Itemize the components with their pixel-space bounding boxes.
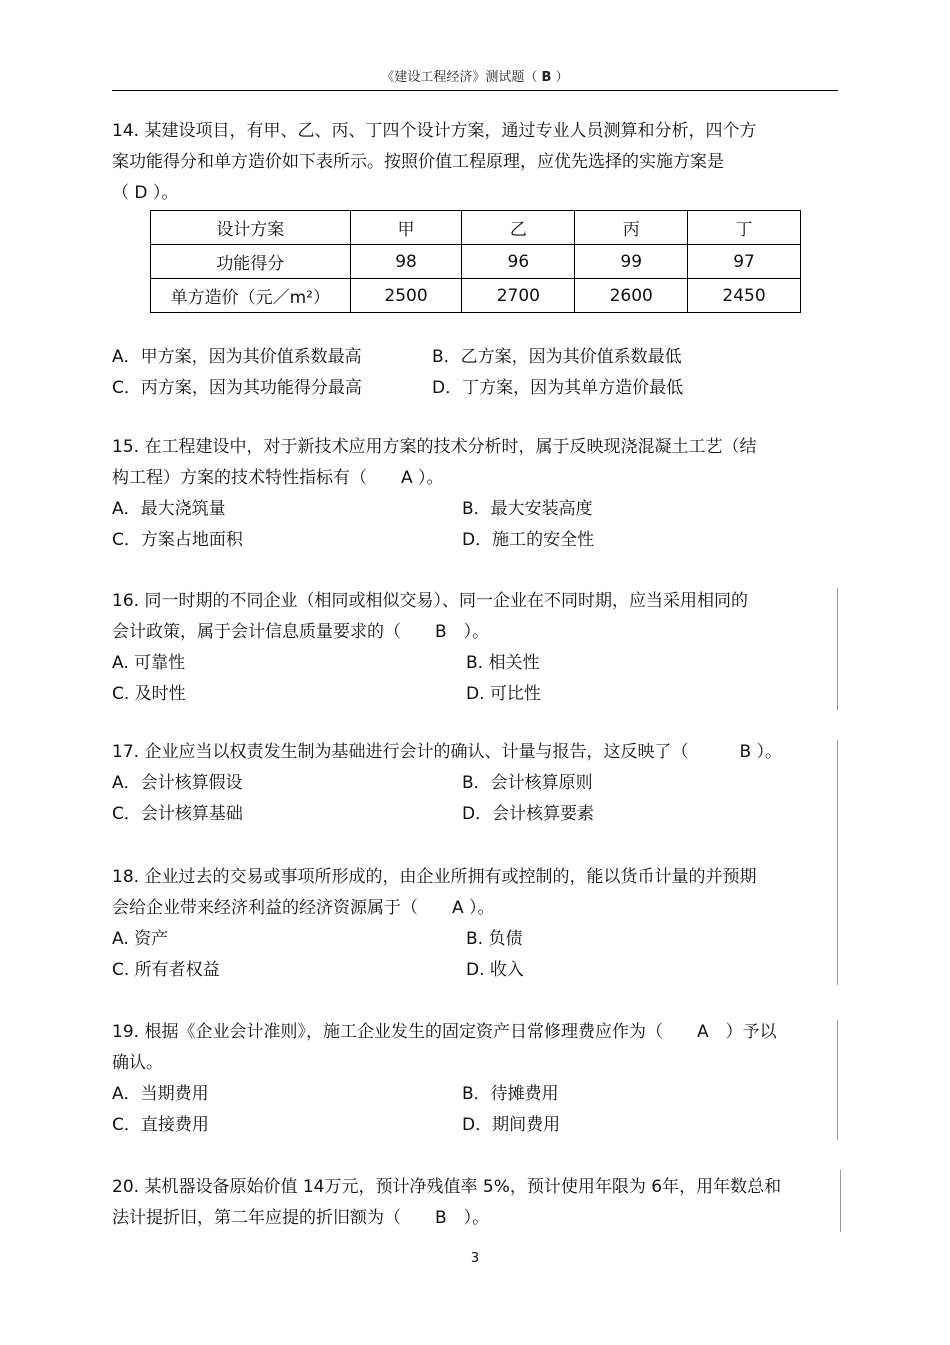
table-cell: 2500 <box>350 279 462 313</box>
question-16 <box>112 586 842 710</box>
table-cell: 97 <box>688 245 801 279</box>
q16-line2: 会计政策，属于会计信息质量要求的（ B ）。 <box>112 622 490 642</box>
table-header-cell: 丙 <box>575 211 688 245</box>
q15-line1: 15. 在工程建设中，对于新技术应用方案的技术分析时，属于反映现浇混凝土工艺（结 <box>112 437 757 457</box>
question-15 <box>112 432 842 556</box>
q18-line1: 18. 企业过去的交易或事项所形成的，由企业所拥有或控制的，能以货币计量的并预期 <box>112 867 757 887</box>
q15-option-d: D．施工的安全性 <box>462 530 595 550</box>
question-18 <box>112 862 842 986</box>
table-row <box>151 279 801 313</box>
q17-option-a: A．会计核算假设 <box>112 773 243 793</box>
q14-options <box>112 342 842 404</box>
q16-option-c: C. 及时性 <box>112 684 186 704</box>
q19-option-c: C．直接费用 <box>112 1115 209 1135</box>
q19-option-b: B．待摊费用 <box>462 1084 559 1104</box>
page-header <box>112 66 838 85</box>
table-header-row <box>151 211 801 245</box>
q15-option-a: A．最大浇筑量 <box>112 499 226 519</box>
q19-option-a: A．当期费用 <box>112 1084 209 1104</box>
table-header-cell: 甲 <box>350 211 462 245</box>
q18-line2: 会给企业带来经济利益的经济资源属于（ A ）。 <box>112 898 495 918</box>
q17-option-c: C．会计核算基础 <box>112 804 243 824</box>
header-rule <box>112 90 838 91</box>
q16-option-a: A. 可靠性 <box>112 653 186 673</box>
question-17 <box>112 737 842 830</box>
question-20 <box>112 1172 842 1234</box>
q19-line1: 19. 根据《企业会计准则》，施工企业发生的固定资产日常修理费应作为（ A ）予以 <box>112 1022 777 1042</box>
q16-option-d: D. 可比性 <box>466 684 541 704</box>
q19-option-d: D．期间费用 <box>462 1115 561 1135</box>
q19-line2: 确认。 <box>112 1053 163 1073</box>
q14-line1: 14. 某建设项目，有甲、乙、丙、丁四个设计方案，通过专业人员测算和分析，四个方 <box>112 121 757 141</box>
q17-option-b: B．会计核算原则 <box>462 773 593 793</box>
header-paper: B <box>541 70 552 85</box>
q18-option-d: D. 收入 <box>466 960 524 980</box>
table-header-cell: 设计方案 <box>151 211 351 245</box>
table-header-cell: 丁 <box>688 211 801 245</box>
table-cell: 单方造价（元／m²） <box>151 279 351 313</box>
table-cell: 功能得分 <box>151 245 351 279</box>
margin-line <box>840 1170 841 1232</box>
q14-option-d: D．丁方案，因为其单方造价最低 <box>432 378 684 398</box>
table-cell: 98 <box>350 245 462 279</box>
margin-line <box>837 588 838 710</box>
header-title: 《建设工程经济》测试题（ <box>381 70 538 85</box>
q18-option-b: B. 负债 <box>466 929 523 949</box>
q18-option-c: C. 所有者权益 <box>112 960 220 980</box>
page-number: 3 <box>470 1251 480 1266</box>
table-cell: 2700 <box>462 279 575 313</box>
question-14 <box>112 116 842 209</box>
q15-line2: 构工程）方案的技术特性指标有（ A ）。 <box>112 468 444 488</box>
header-close: ） <box>555 70 569 85</box>
q18-option-a: A. 资产 <box>112 929 169 949</box>
q20-line1: 20. 某机器设备原始价值 14万元，预计净残值率 5%，预计使用年限为 6年，用年数总和 <box>112 1177 782 1197</box>
table-header-cell: 乙 <box>462 211 575 245</box>
q16-line1: 16. 同一时期的不同企业（相同或相似交易）、同一企业在不同时期，应当采用相同的 <box>112 591 748 611</box>
q17-option-d: D．会计核算要素 <box>462 804 595 824</box>
q17-line1: 17. 企业应当以权责发生制为基础进行会计的确认、计量与报告，这反映了（ B ）。 <box>112 742 783 762</box>
table-cell: 96 <box>462 245 575 279</box>
q15-option-b: B．最大安装高度 <box>462 499 593 519</box>
q14-option-c: C．丙方案，因为其功能得分最高 <box>112 378 362 398</box>
q20-line2: 法计提折旧，第二年应提的折旧额为（ B ）。 <box>112 1208 490 1228</box>
q16-option-b: B. 相关性 <box>466 653 540 673</box>
q14-line3: （ D ）。 <box>112 183 179 203</box>
q14-line2: 案功能得分和单方造价如下表所示。按照价值工程原理，应优先选择的实施方案是 <box>112 152 724 172</box>
margin-line <box>837 1020 838 1140</box>
table-row <box>151 245 801 279</box>
q14-option-a: A．甲方案，因为其价值系数最高 <box>112 347 362 367</box>
q14-table <box>150 210 801 313</box>
table-cell: 99 <box>575 245 688 279</box>
q15-option-c: C．方案占地面积 <box>112 530 243 550</box>
table-cell: 2450 <box>688 279 801 313</box>
margin-line <box>837 740 838 985</box>
table-cell: 2600 <box>575 279 688 313</box>
question-19 <box>112 1017 842 1141</box>
q14-option-b: B．乙方案，因为其价值系数最低 <box>432 347 682 367</box>
